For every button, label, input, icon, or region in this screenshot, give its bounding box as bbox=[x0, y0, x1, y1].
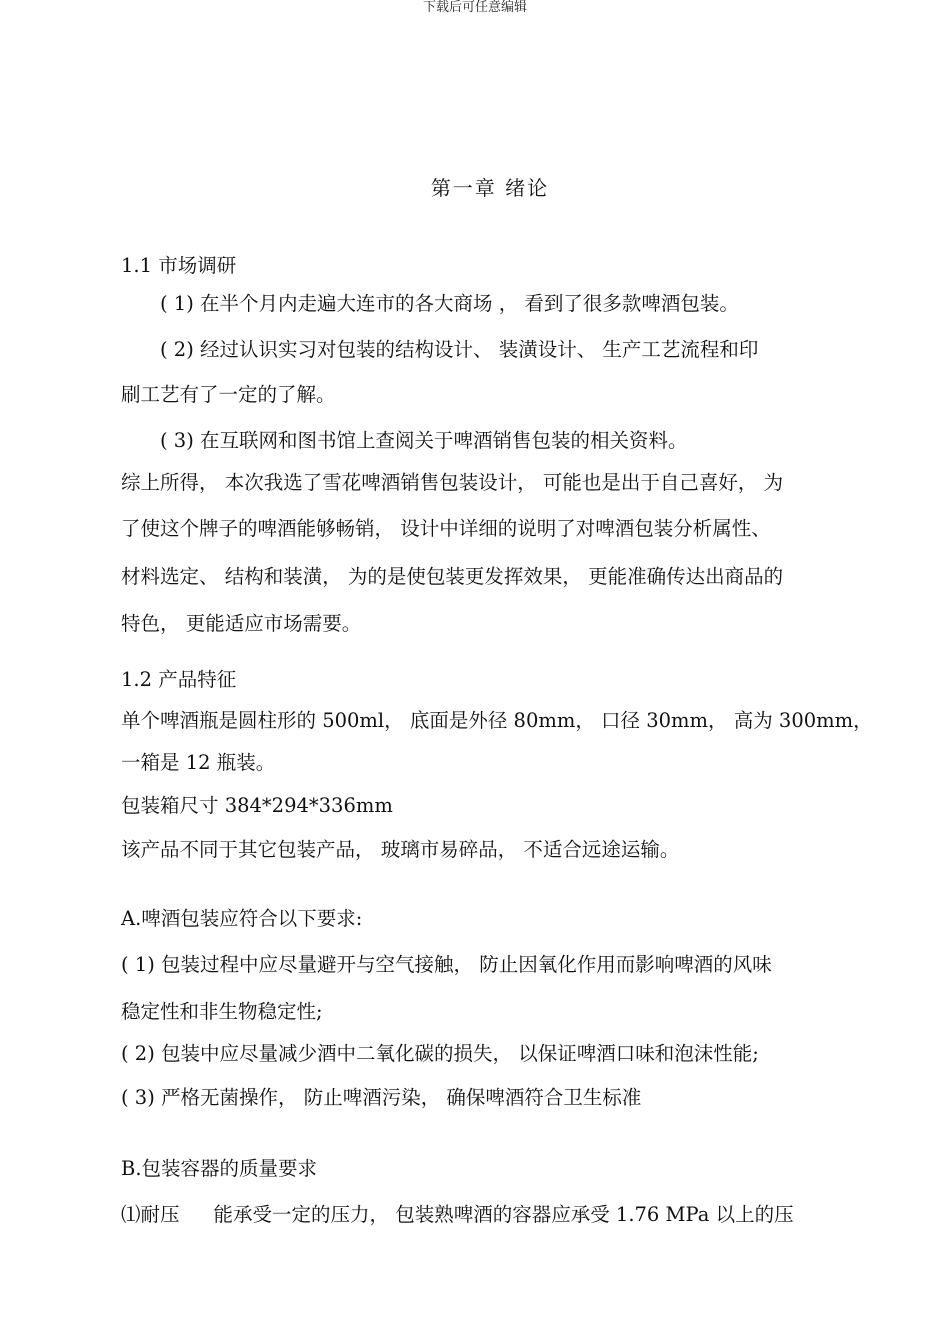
list-item bbox=[121, 1201, 794, 1229]
paragraph-line: 了使这个牌子的啤酒能够畅销， 设计中详细的说明了对啤酒包装分析属性、 bbox=[121, 517, 771, 540]
page-header-note: 下载后可任意编辑 bbox=[422, 0, 527, 15]
list-item: ( 2) 经过认识实习对包装的结构设计、 装潢设计、 生产工艺流程和印 bbox=[160, 338, 759, 361]
paragraph-line: 材料选定、 结构和装潢， 为的是使包装更发挥效果， 更能准确传达出商品的 bbox=[121, 565, 784, 588]
paragraph-line: 一箱是 12 瓶装。 bbox=[121, 751, 276, 774]
item-term: ⑴耐压 bbox=[121, 1203, 180, 1226]
list-item: ( 2) 包装中应尽量减少酒中二氧化碳的损失， 以保证啤酒口味和泡沫性能; bbox=[121, 1042, 759, 1065]
paragraph-line: 特色， 更能适应市场需要。 bbox=[121, 612, 362, 635]
subsection-heading-a: A.啤酒包装应符合以下要求: bbox=[121, 907, 363, 930]
list-item: ( 3) 在互联网和图书馆上查阅关于啤酒销售包装的相关资料。 bbox=[160, 429, 688, 452]
section-heading-1-1: 1.1 市场调研 bbox=[121, 254, 237, 277]
list-item: ( 1) 包装过程中应尽量避开与空气接触， 防止因氧化作用而影响啤酒的风味 bbox=[121, 953, 772, 976]
paragraph-line: 稳定性和非生物稳定性; bbox=[121, 1000, 323, 1023]
paragraph-line: 单个啤酒瓶是圆柱形的 500ml， 底面是外径 80mm， 口径 30mm， 高为 300mm， bbox=[121, 709, 873, 732]
section-heading-1-2: 1.2 产品特征 bbox=[121, 668, 237, 691]
paragraph-line: 该产品不同于其它包装产品， 玻璃市易碎品， 不适合远途运输。 bbox=[121, 838, 680, 861]
paragraph-line: 综上所得， 本次我选了雪花啤酒销售包装设计， 可能也是出于自己喜好， 为 bbox=[121, 471, 784, 494]
subsection-heading-b: B.包装容器的质量要求 bbox=[121, 1157, 318, 1180]
list-item: ( 3) 严格无菌操作， 防止啤酒污染， 确保啤酒符合卫生标准 bbox=[121, 1086, 642, 1109]
chapter-title: 第一章 绪论 bbox=[430, 176, 550, 200]
item-text: 能承受一定的压力， 包装熟啤酒的容器应承受 1.76 MPa 以上的压 bbox=[213, 1203, 794, 1226]
paragraph-line: 刷工艺有了一定的了解。 bbox=[121, 383, 336, 406]
list-item: ( 1) 在半个月内走遍大连市的各大商场 ， 看到了很多款啤酒包装。 bbox=[160, 292, 739, 315]
paragraph-line: 包装箱尺寸 384*294*336mm bbox=[121, 794, 393, 817]
